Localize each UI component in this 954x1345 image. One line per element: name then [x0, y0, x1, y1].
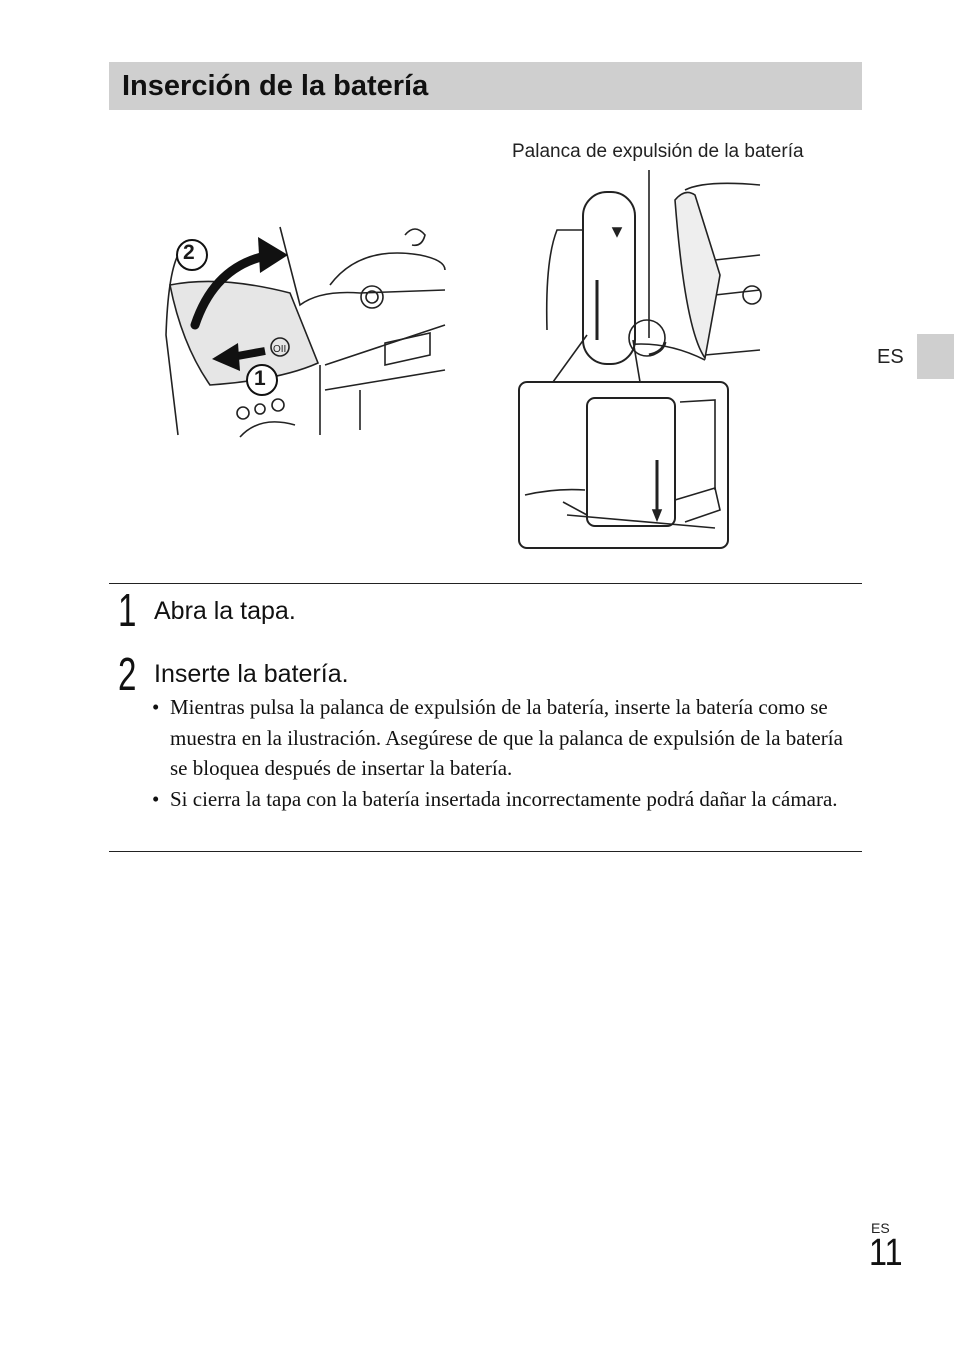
- section-title-bar: [109, 62, 862, 110]
- side-language-tab: [917, 334, 954, 379]
- page-title: Inserción de la batería: [122, 70, 429, 102]
- side-language-label: ES: [877, 346, 904, 368]
- open-cover-illustration: [160, 215, 450, 440]
- bullet-dot: •: [152, 786, 160, 811]
- marker-1: 1: [254, 367, 266, 390]
- top-divider: [109, 583, 862, 584]
- page-number: 11: [869, 1232, 903, 1274]
- step-2-notes: [152, 692, 862, 814]
- bottom-divider: [109, 851, 862, 852]
- footer-language-label: ES: [871, 1220, 890, 1236]
- svg-text:OII: OII: [273, 344, 287, 355]
- step-title-2: Inserte la batería.: [154, 660, 349, 688]
- note-text: Mientras pulsa la palanca de expulsión de la batería, inserte la batería como se muestra en la ilustración. Asegúrese de que la palanca de expulsión de la batería se bloquea después de insertar la batería.: [170, 695, 843, 781]
- step-title-1: Abra la tapa.: [154, 597, 296, 625]
- step-number-2: 2: [118, 648, 137, 700]
- note-item: [152, 692, 862, 784]
- callout-label: Palanca de expulsión de la batería: [512, 141, 804, 162]
- insert-battery-illustration: [515, 170, 765, 555]
- note-text: Si cierra la tapa con la batería insertada incorrectamente podrá dañar la cámara.: [170, 786, 838, 811]
- bullet-dot: •: [152, 695, 160, 719]
- note-item: [152, 784, 862, 815]
- step-number-1: 1: [118, 584, 137, 636]
- marker-2: 2: [183, 241, 195, 264]
